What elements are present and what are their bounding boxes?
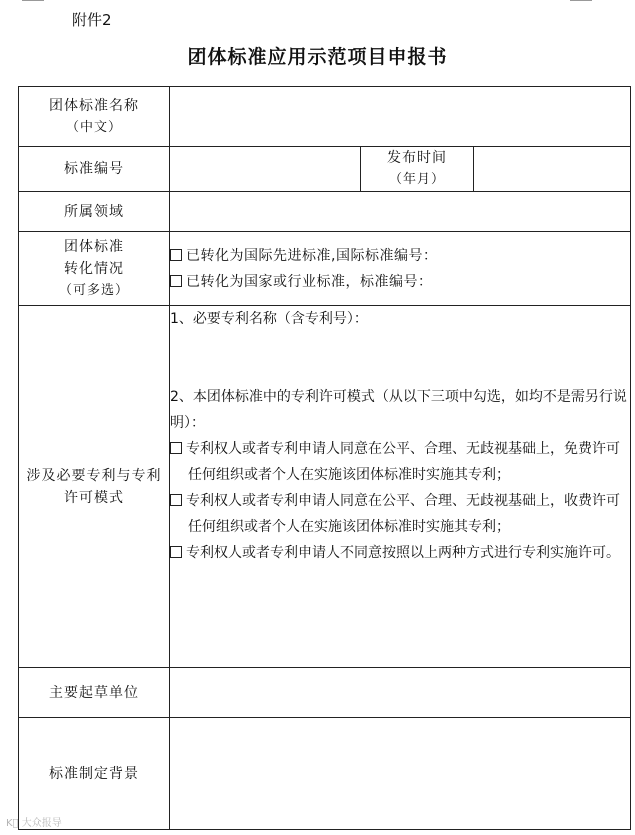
- row-domain: [19, 192, 631, 232]
- conversion-option-national[interactable]: [170, 269, 630, 295]
- label-standard-number: 标准编号: [19, 147, 170, 192]
- label-publish-time-main: 发布时间: [387, 150, 447, 166]
- row-standard-number: [19, 147, 631, 192]
- page-title: 团体标准应用示范项目申报书: [187, 46, 448, 68]
- label-conversion-line2: 转化情况: [64, 260, 124, 277]
- row-conversion: [19, 232, 631, 306]
- top-line-left: [22, 0, 44, 2]
- patent-name-answer-area[interactable]: [170, 332, 630, 384]
- checkbox[interactable]: [170, 275, 182, 287]
- label-patent: 涉及必要专利与专利许可模式: [19, 306, 170, 668]
- background-field[interactable]: [170, 718, 631, 830]
- label-standard-name-sub: （中文）: [65, 119, 122, 135]
- patent-option-paid[interactable]: [170, 488, 630, 540]
- patent-option-free[interactable]: [170, 436, 630, 488]
- patent-section: [170, 306, 631, 668]
- checkbox[interactable]: [170, 249, 182, 261]
- patent-question-1: 1、必要专利名称（含专利号）：: [170, 311, 368, 327]
- publish-time-field[interactable]: [474, 147, 631, 192]
- conversion-option-international-label: 已转化为国际先进标准,国际标准编号：: [186, 247, 438, 264]
- checkbox[interactable]: [170, 546, 182, 558]
- application-form-table: [18, 86, 631, 830]
- label-background: 标准制定背景: [19, 718, 170, 830]
- patent-option-free-label: 专利权人或者专利申请人同意在公平、合理、无歧视基础上，免费许可任何组织或者个人在实施该团体标准时实施其专利；: [186, 441, 620, 483]
- checkbox[interactable]: [170, 494, 182, 506]
- top-line-right: [570, 0, 592, 2]
- label-domain: 所属领域: [19, 192, 170, 232]
- label-publish-time: [361, 147, 474, 192]
- drafter-field[interactable]: [170, 668, 631, 718]
- row-patent: [19, 306, 631, 668]
- label-standard-name-main: 团体标准名称: [49, 97, 139, 114]
- row-background: [19, 718, 631, 830]
- label-standard-name: [19, 87, 170, 147]
- watermark-logo: K⃝ 大众报导: [6, 818, 62, 829]
- conversion-option-national-label: 已转化为国家或行业标准，标准编号：: [186, 273, 433, 290]
- label-publish-time-sub: （年月）: [388, 172, 445, 187]
- label-conversion-line3: （可多选）: [58, 282, 129, 298]
- row-drafter: [19, 668, 631, 718]
- row-standard-name: [19, 87, 631, 147]
- domain-field[interactable]: [170, 192, 631, 232]
- checkbox[interactable]: [170, 442, 182, 454]
- standard-number-field[interactable]: [170, 147, 361, 192]
- label-conversion: [19, 232, 170, 306]
- standard-name-field[interactable]: [170, 87, 631, 147]
- conversion-options: [170, 232, 631, 306]
- patent-option-paid-label: 专利权人或者专利申请人同意在公平、合理、无歧视基础上，收费许可任何组织或者个人在实施该团体标准时实施其专利；: [186, 493, 620, 535]
- label-drafter: 主要起草单位: [19, 668, 170, 718]
- patent-question-2: 2、本团体标准中的专利许可模式（从以下三项中勾选，如均不是需另行说明）：: [170, 389, 627, 431]
- conversion-option-international[interactable]: [170, 243, 630, 269]
- patent-option-refuse-label: 专利权人或者专利申请人不同意按照以上两种方式进行专利实施许可。: [186, 545, 620, 561]
- label-conversion-line1: 团体标准: [64, 238, 124, 255]
- attachment-label: 附件2: [72, 11, 112, 29]
- patent-option-refuse[interactable]: [170, 540, 630, 566]
